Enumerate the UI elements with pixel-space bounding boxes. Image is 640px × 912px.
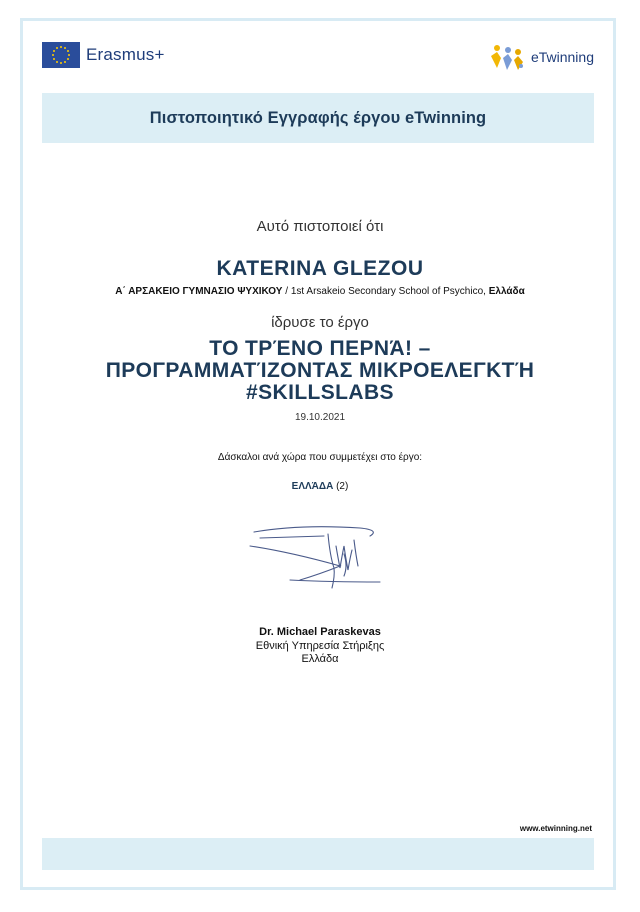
signer-name: Dr. Michael Paraskevas — [259, 626, 381, 638]
etwinning-people-icon — [488, 42, 528, 72]
project-title-line-2: ΠΡΟΓΡΑΜΜΑΤΊΖΟΝΤΑΣ ΜΙΚΡΟΕΛΕΓΚΤΉ — [105, 359, 535, 382]
school-english: 1st Arsakeio Secondary School of Psychico, — [290, 286, 489, 297]
certifies-text: Αυτό πιστοποιεί ότι — [256, 218, 384, 235]
etwinning-logo — [488, 42, 594, 72]
project-title-line-1: ΤΟ ΤΡΈΝΟ ΠΕΡΝΆ! – — [209, 337, 431, 360]
signer-country: Ελλάδα — [301, 653, 339, 665]
erasmus-label: Erasmus+ — [86, 45, 165, 64]
teachers-label: Δάσκαλοι ανά χώρα που συμμετέχει στο έργο: — [217, 452, 423, 463]
footer-band — [42, 838, 594, 870]
country-name: ΕΛΛΆΔΑ — [291, 481, 334, 492]
signature-image — [240, 516, 400, 596]
project-title — [20, 338, 620, 404]
country-entry — [20, 481, 620, 492]
school-greek: Α΄ ΑΡΣΑΚΕΙΟ ΓΥΜΝΑΣΙΟ ΨΥΧΙΚΟΥ — [115, 286, 283, 297]
school-separator: / — [282, 286, 291, 297]
project-date: 19.10.2021 — [294, 412, 346, 423]
recipient-name: KATERINA GLEZOU — [216, 257, 424, 280]
certificate-title: Πιστοποιητικό Εγγραφής έργου eTwinning — [149, 108, 487, 127]
school-line — [20, 286, 620, 297]
signer-service: Εθνική Υπηρεσία Στήριξης — [255, 640, 385, 652]
website-url: www.etwinning.net — [519, 824, 592, 833]
etwinning-label: eTwinning — [530, 49, 594, 65]
project-title-line-3: #SKILLSLABS — [246, 381, 394, 404]
founded-text: ίδρυσε το έργο — [271, 314, 369, 331]
country-count: (2) — [336, 481, 349, 492]
erasmus-logo — [42, 42, 165, 68]
school-country: Ελλάδα — [488, 286, 525, 297]
title-band — [42, 93, 594, 143]
eu-flag-icon — [42, 42, 80, 68]
